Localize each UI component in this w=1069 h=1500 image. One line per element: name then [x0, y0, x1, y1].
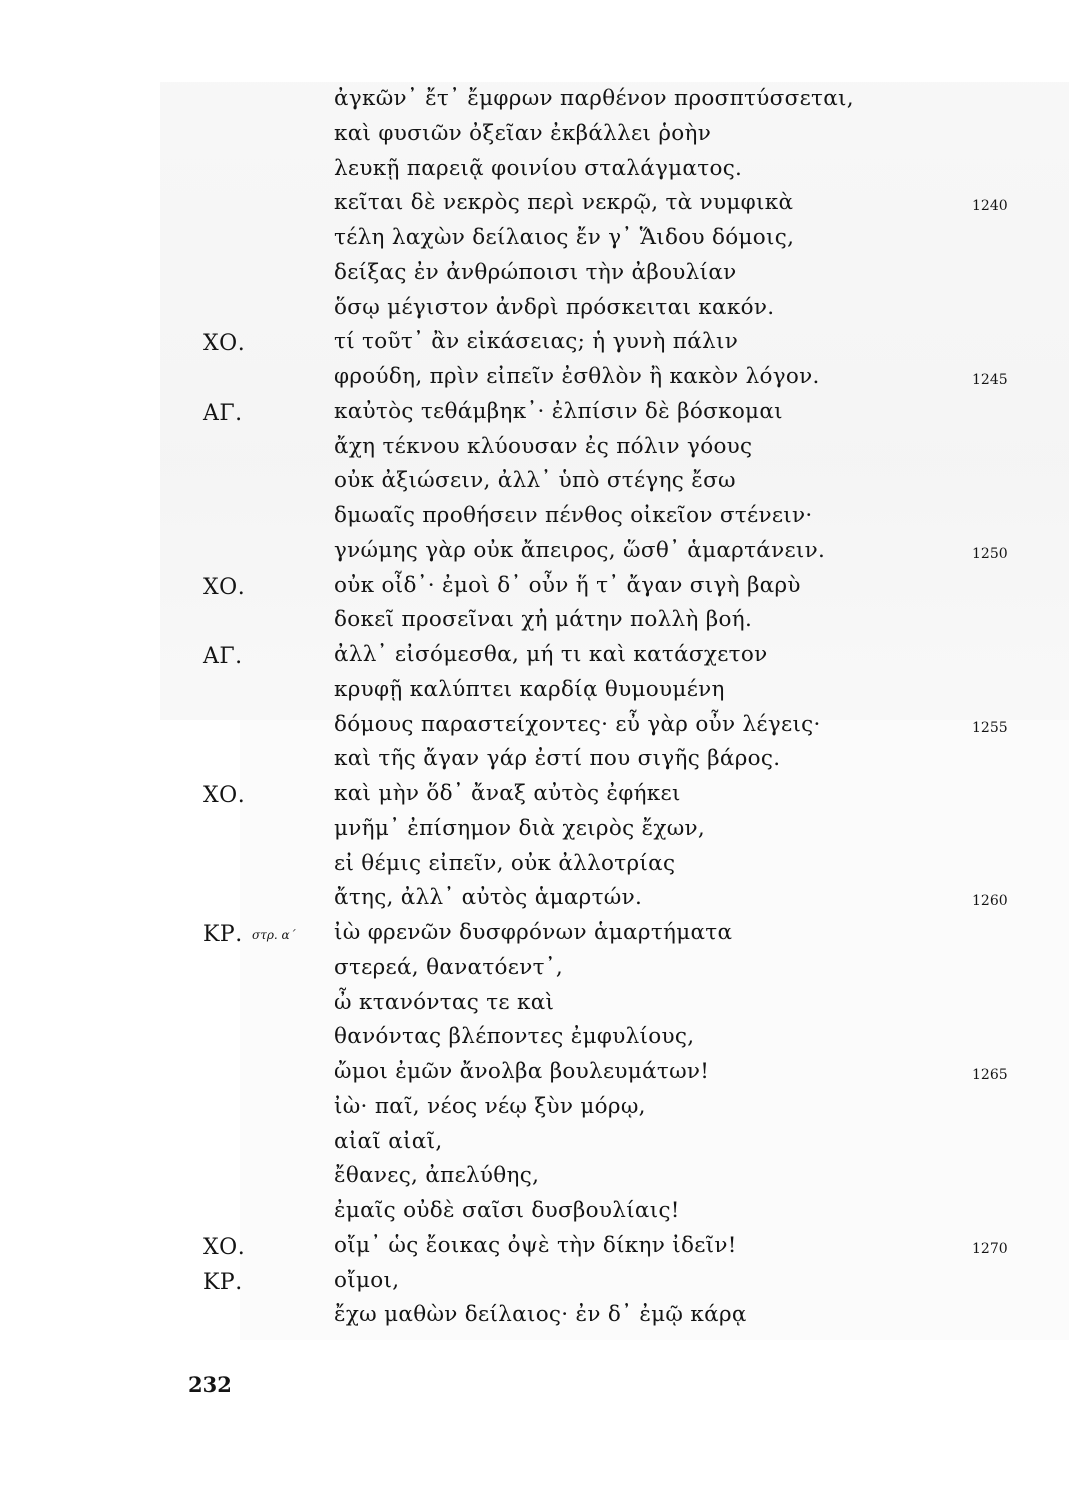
verse-text: καὶ φυσιῶν ὀξεῖαν ἐκβάλλει ῥοὴν	[334, 120, 712, 146]
verse-text: θανόντας βλέποντες ἐμφυλίους,	[334, 1024, 695, 1050]
verse-text: οἴμ᾽ ὡς ἔοικας ὀψὲ τὴν δίκην ἰδεῖν!	[334, 1232, 737, 1258]
line-number: 1270	[972, 1240, 1008, 1257]
verse-line	[0, 501, 1069, 536]
verse-block	[0, 84, 1069, 1335]
verse-text: ἔχω μαθὼν δείλαιος· ἐν δ᾽ ἐμῷ κάρᾳ	[334, 1302, 747, 1328]
speaker-label: ΚΡ.	[203, 922, 243, 947]
page-number: 232	[188, 1372, 232, 1397]
verse-line	[0, 362, 1069, 397]
verse-line	[0, 883, 1069, 918]
line-number: 1265	[972, 1067, 1008, 1083]
line-number: 1245	[972, 372, 1008, 388]
speaker-label: ΑΓ.	[203, 400, 243, 426]
verse-text: ἀλλ᾽ εἰσόμεσθα, μή τι καὶ κατάσχετον	[334, 642, 768, 667]
verse-line	[0, 953, 1069, 988]
verse-line	[0, 710, 1069, 745]
verse-line	[0, 466, 1069, 501]
verse-text: ἰὼ φρενῶν δυσφρόνων ἁμαρτήματα	[334, 920, 733, 945]
verse-text: τέλη λαχὼν δείλαιος ἔν γ᾽ Ἅιδου δόμοις,	[334, 225, 795, 250]
verse-text: γνώμης γὰρ οὐκ ἄπειρος, ὥσθ᾽ ἁμαρτάνειν.	[334, 537, 826, 563]
verse-text: ἀγκῶν᾽ ἔτ᾽ ἔμφρων παρθένον προσπτύσσεται,	[334, 86, 854, 111]
line-number: 1255	[972, 719, 1008, 736]
verse-line	[0, 119, 1069, 154]
verse-line	[0, 1300, 1069, 1335]
verse-text: οὐκ ἀξιώσειν, ἀλλ᾽ ὑπὸ στέγης ἔσω	[334, 468, 736, 494]
verse-text: στερεά, θανατόεντ᾽,	[334, 954, 563, 980]
line-number: 1240	[972, 198, 1008, 215]
verse-text: καὶ μὴν ὅδ᾽ ἄναξ αὐτὸς ἐφήκει	[334, 781, 681, 806]
verse-text: ἐμαῖς οὐδὲ σαῖσι δυσβουλίαις!	[334, 1198, 680, 1223]
speaker-label: ΧΟ.	[203, 574, 246, 600]
verse-line	[0, 675, 1069, 710]
line-number: 1260	[972, 893, 1008, 910]
speaker-label: ΧΟ.	[203, 783, 246, 808]
verse-line	[0, 779, 1069, 814]
verse-text: οἴμοι,	[334, 1267, 400, 1293]
verse-line	[0, 605, 1069, 640]
verse-line	[0, 188, 1069, 223]
verse-text: κρυφῇ καλύπτει καρδίᾳ θυμουμένη	[334, 676, 725, 702]
verse-text: κεῖται δὲ νεκρὸς περὶ νεκρῷ, τὰ νυμφικὰ	[334, 190, 794, 216]
verse-line	[0, 1196, 1069, 1231]
verse-text: ἄχη τέκνου κλύουσαν ἐς πόλιν γόους	[334, 433, 753, 459]
verse-line	[0, 918, 1069, 953]
verse-line	[0, 432, 1069, 467]
verse-text: ὦ κτανόντας τε καὶ	[334, 989, 555, 1015]
verse-line	[0, 988, 1069, 1023]
verse-line	[0, 571, 1069, 606]
verse-text: ὤμοι ἐμῶν ἄνολβα βουλευμάτων!	[334, 1059, 710, 1084]
verse-line	[0, 84, 1069, 119]
line-number: 1250	[972, 545, 1008, 562]
verse-text: δμωαῖς προθήσειν πένθος οἰκεῖον στένειν·	[334, 503, 813, 528]
verse-line	[0, 397, 1069, 432]
verse-text: τί τοῦτ᾽ ἂν εἰκάσειας; ἡ γυνὴ πάλιν	[334, 329, 739, 355]
verse-text: καὐτὸς τεθάμβηκ᾽· ἐλπίσιν δὲ βόσκομαι	[334, 398, 783, 424]
verse-line	[0, 1231, 1069, 1266]
verse-line	[0, 1161, 1069, 1196]
verse-line	[0, 1057, 1069, 1092]
verse-text: δείξας ἐν ἀνθρώποισι τὴν ἀβουλίαν	[334, 259, 737, 285]
verse-line	[0, 536, 1069, 571]
verse-line	[0, 1127, 1069, 1162]
speaker-label: ΑΓ.	[203, 644, 243, 669]
verse-line	[0, 1266, 1069, 1301]
verse-text: λευκῇ παρειᾷ φοινίου σταλάγματος.	[334, 155, 743, 181]
speaker-label: ΧΟ.	[203, 1234, 246, 1260]
verse-line	[0, 327, 1069, 362]
verse-text: ἄτης, ἀλλ᾽ αὐτὸς ἁμαρτών.	[334, 885, 643, 911]
verse-line	[0, 640, 1069, 675]
verse-line	[0, 1022, 1069, 1057]
verse-text: μνῆμ᾽ ἐπίσημον διὰ χειρὸς ἔχων,	[334, 815, 706, 841]
speaker-label: ΚΡ.	[203, 1269, 243, 1295]
verse-line	[0, 293, 1069, 328]
verse-line	[0, 849, 1069, 884]
speaker-label: ΧΟ.	[203, 331, 246, 357]
verse-text: αἰαῖ αἰαῖ,	[334, 1128, 443, 1154]
verse-text: ὅσῳ μέγιστον ἀνδρὶ πρόσκειται κακόν.	[334, 294, 775, 320]
verse-text: οὐκ οἶδ᾽· ἐμοὶ δ᾽ οὖν ἥ τ᾽ ἄγαν σιγὴ βαρὺ	[334, 572, 801, 598]
verse-line	[0, 154, 1069, 189]
verse-line	[0, 258, 1069, 293]
verse-text: ἔθανες, ἀπελύθης,	[334, 1163, 540, 1189]
strophe-marker: στρ. α´	[252, 928, 296, 942]
verse-line	[0, 744, 1069, 779]
verse-text: καὶ τῆς ἄγαν γάρ ἐστί που σιγῆς βάρος.	[334, 746, 781, 772]
verse-text: δόμους παραστείχοντες· εὖ γὰρ οὖν λέγεις·	[334, 711, 821, 737]
verse-line	[0, 223, 1069, 258]
verse-line	[0, 1092, 1069, 1127]
verse-text: εἰ θέμις εἰπεῖν, οὐκ ἀλλοτρίας	[334, 850, 676, 876]
verse-text: δοκεῖ προσεῖναι χἠ μάτην πολλὴ βοή.	[334, 607, 753, 633]
verse-text: ἰὼ· παῖ, νέος νέῳ ξὺν μόρῳ,	[334, 1093, 646, 1119]
verse-text: φρούδη, πρὶν εἰπεῖν ἐσθλὸν ἢ κακὸν λόγον.	[334, 364, 820, 389]
verse-line	[0, 814, 1069, 849]
